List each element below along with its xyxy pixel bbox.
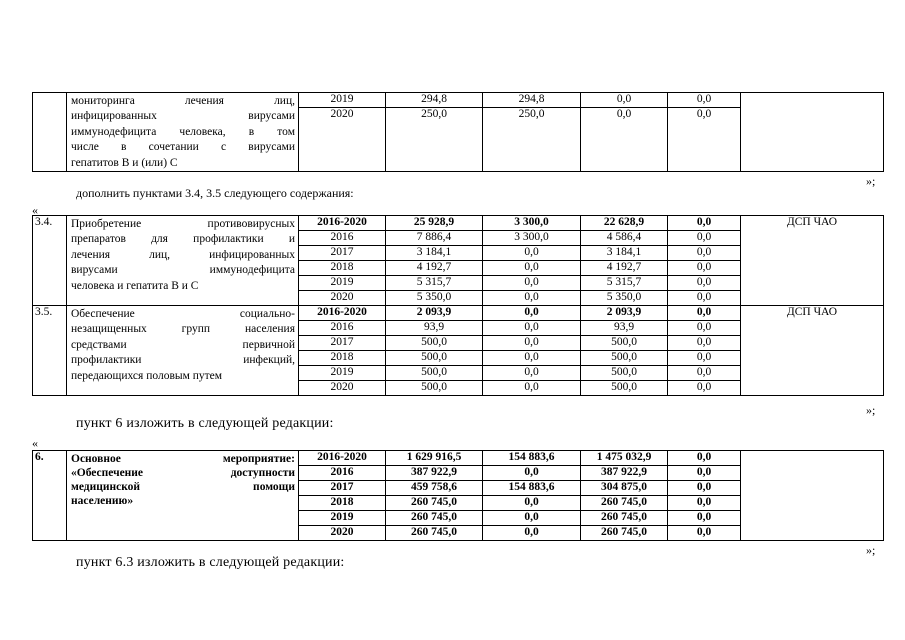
item-description [67, 216, 299, 306]
federal-cell: 0,0 [483, 466, 581, 481]
description-line: человека и гепатита В и С [71, 279, 199, 292]
description-line: вирусами иммунодефицита [71, 264, 295, 277]
table-row [33, 451, 884, 466]
okrug-cell: 5 350,0 [581, 291, 668, 306]
executor-cell: ДСП ЧАО [741, 306, 884, 396]
federal-cell: 250,0 [483, 108, 581, 172]
executor-cell: ДСП ЧАО [741, 216, 884, 306]
description-line: гепатитов В и (или) С [71, 156, 178, 169]
federal-cell: 0,0 [483, 261, 581, 276]
closing-quote: »; [866, 543, 876, 557]
item-number: 3.4. [33, 216, 67, 306]
year-cell: 2020 [299, 381, 386, 396]
item-description [67, 451, 299, 541]
federal-cell: 0,0 [483, 496, 581, 511]
total-cell: 93,9 [386, 321, 483, 336]
federal-cell: 154 883,6 [483, 451, 581, 466]
table-row [33, 306, 884, 321]
other-cell: 0,0 [668, 526, 741, 541]
federal-cell: 0,0 [483, 321, 581, 336]
other-cell: 0,0 [668, 108, 741, 172]
federal-cell: 154 883,6 [483, 481, 581, 496]
year-cell: 2018 [299, 351, 386, 366]
item-description [67, 306, 299, 396]
other-cell: 0,0 [668, 381, 741, 396]
amendment-note-3: пункт 6.3 изложить в следующей редакции: [76, 555, 345, 570]
year-cell: 2019 [299, 93, 386, 108]
closing-quote: »; [866, 174, 876, 188]
total-cell: 25 928,9 [386, 216, 483, 231]
federal-cell: 294,8 [483, 93, 581, 108]
other-cell: 0,0 [668, 511, 741, 526]
okrug-cell: 4 192,7 [581, 261, 668, 276]
year-cell: 2020 [299, 291, 386, 306]
year-cell: 2019 [299, 276, 386, 291]
description-line: инфицированных вирусами [71, 110, 295, 123]
year-cell: 2018 [299, 261, 386, 276]
year-cell: 2016-2020 [299, 216, 386, 231]
other-cell: 0,0 [668, 351, 741, 366]
federal-cell: 0,0 [483, 336, 581, 351]
closing-quote: »; [866, 403, 876, 417]
okrug-cell: 5 315,7 [581, 276, 668, 291]
year-cell: 2017 [299, 246, 386, 261]
okrug-cell: 500,0 [581, 366, 668, 381]
table-row [33, 93, 884, 108]
description-line: медицинской помощи [71, 481, 295, 493]
okrug-cell: 2 093,9 [581, 306, 668, 321]
okrug-cell: 1 475 032,9 [581, 451, 668, 466]
total-cell: 500,0 [386, 336, 483, 351]
federal-cell: 0,0 [483, 511, 581, 526]
year-cell: 2018 [299, 496, 386, 511]
other-cell: 0,0 [668, 466, 741, 481]
okrug-cell: 387 922,9 [581, 466, 668, 481]
description-line: Основное мероприятие: [71, 453, 295, 465]
total-cell: 7 886,4 [386, 231, 483, 246]
description-line: «Обеспечение доступности [71, 467, 295, 479]
federal-cell: 0,0 [483, 246, 581, 261]
total-cell: 500,0 [386, 351, 483, 366]
year-cell: 2019 [299, 511, 386, 526]
table-continuation [32, 92, 884, 172]
executor-cell [741, 93, 884, 172]
year-cell: 2017 [299, 481, 386, 496]
year-cell: 2017 [299, 336, 386, 351]
okrug-cell: 0,0 [581, 108, 668, 172]
okrug-cell: 93,9 [581, 321, 668, 336]
other-cell: 0,0 [668, 216, 741, 231]
year-cell: 2016-2020 [299, 306, 386, 321]
year-cell: 2020 [299, 108, 386, 172]
description-line: незащищенных групп населения [71, 323, 295, 336]
total-cell: 3 184,1 [386, 246, 483, 261]
federal-cell: 0,0 [483, 306, 581, 321]
other-cell: 0,0 [668, 276, 741, 291]
total-cell: 387 922,9 [386, 466, 483, 481]
total-cell: 260 745,0 [386, 496, 483, 511]
description-line: Обеспечение социально- [71, 308, 295, 320]
okrug-cell: 260 745,0 [581, 511, 668, 526]
year-cell: 2020 [299, 526, 386, 541]
description-line: средствами первичной [71, 338, 295, 351]
description-line: мониторинга лечения лиц, [71, 95, 295, 107]
item-number: 6. [33, 451, 67, 541]
okrug-cell: 304 875,0 [581, 481, 668, 496]
other-cell: 0,0 [668, 451, 741, 466]
description-line: профилактики инфекций, [71, 354, 295, 367]
total-cell: 260 745,0 [386, 526, 483, 541]
okrug-cell: 260 745,0 [581, 526, 668, 541]
total-cell: 1 629 916,5 [386, 451, 483, 466]
opening-quote: « [32, 436, 38, 450]
okrug-cell: 22 628,9 [581, 216, 668, 231]
total-cell: 500,0 [386, 381, 483, 396]
amendment-note-2: пункт 6 изложить в следующей редакции: [76, 416, 334, 431]
okrug-cell: 260 745,0 [581, 496, 668, 511]
opening-quote: « [32, 203, 38, 217]
executor-cell [741, 451, 884, 541]
federal-cell: 0,0 [483, 366, 581, 381]
total-cell: 250,0 [386, 108, 483, 172]
description-line: Приобретение противовирусных [71, 218, 295, 230]
total-cell: 4 192,7 [386, 261, 483, 276]
other-cell: 0,0 [668, 93, 741, 108]
federal-cell: 3 300,0 [483, 216, 581, 231]
total-cell: 2 093,9 [386, 306, 483, 321]
okrug-cell: 500,0 [581, 351, 668, 366]
year-cell: 2016 [299, 321, 386, 336]
other-cell: 0,0 [668, 291, 741, 306]
federal-cell: 0,0 [483, 351, 581, 366]
year-cell: 2016-2020 [299, 451, 386, 466]
other-cell: 0,0 [668, 231, 741, 246]
description-line: препаратов для профилактики и [71, 233, 295, 246]
other-cell: 0,0 [668, 496, 741, 511]
year-cell: 2016 [299, 231, 386, 246]
other-cell: 0,0 [668, 321, 741, 336]
total-cell: 459 758,6 [386, 481, 483, 496]
description-line: иммунодефицита человека, в том [71, 125, 295, 138]
okrug-cell: 4 586,4 [581, 231, 668, 246]
total-cell: 500,0 [386, 366, 483, 381]
total-cell: 294,8 [386, 93, 483, 108]
other-cell: 0,0 [668, 366, 741, 381]
okrug-cell: 500,0 [581, 336, 668, 351]
total-cell: 260 745,0 [386, 511, 483, 526]
okrug-cell: 3 184,1 [581, 246, 668, 261]
item-description [67, 93, 299, 172]
year-cell: 2016 [299, 466, 386, 481]
federal-cell: 0,0 [483, 381, 581, 396]
description-line: числе в сочетании с вирусами [71, 141, 295, 154]
federal-cell: 0,0 [483, 291, 581, 306]
description-line: лечения лиц, инфицированных [71, 248, 295, 261]
total-cell: 5 350,0 [386, 291, 483, 306]
okrug-cell: 500,0 [581, 381, 668, 396]
description-line: передающихся половым путем [71, 369, 223, 382]
total-cell: 5 315,7 [386, 276, 483, 291]
amendment-note-1: дополнить пунктами 3.4, 3.5 следующего содержания: [76, 186, 354, 200]
year-cell: 2019 [299, 366, 386, 381]
table-row [33, 216, 884, 231]
other-cell: 0,0 [668, 336, 741, 351]
other-cell: 0,0 [668, 261, 741, 276]
item-number: 3.5. [33, 306, 67, 396]
other-cell: 0,0 [668, 481, 741, 496]
other-cell: 0,0 [668, 246, 741, 261]
federal-cell: 3 300,0 [483, 231, 581, 246]
other-cell: 0,0 [668, 306, 741, 321]
item-number-cell [33, 93, 67, 172]
okrug-cell: 0,0 [581, 93, 668, 108]
federal-cell: 0,0 [483, 526, 581, 541]
federal-cell: 0,0 [483, 276, 581, 291]
table-item-6 [32, 450, 884, 541]
table-items-3-4-3-5 [32, 215, 884, 396]
description-line: населению» [71, 495, 134, 507]
